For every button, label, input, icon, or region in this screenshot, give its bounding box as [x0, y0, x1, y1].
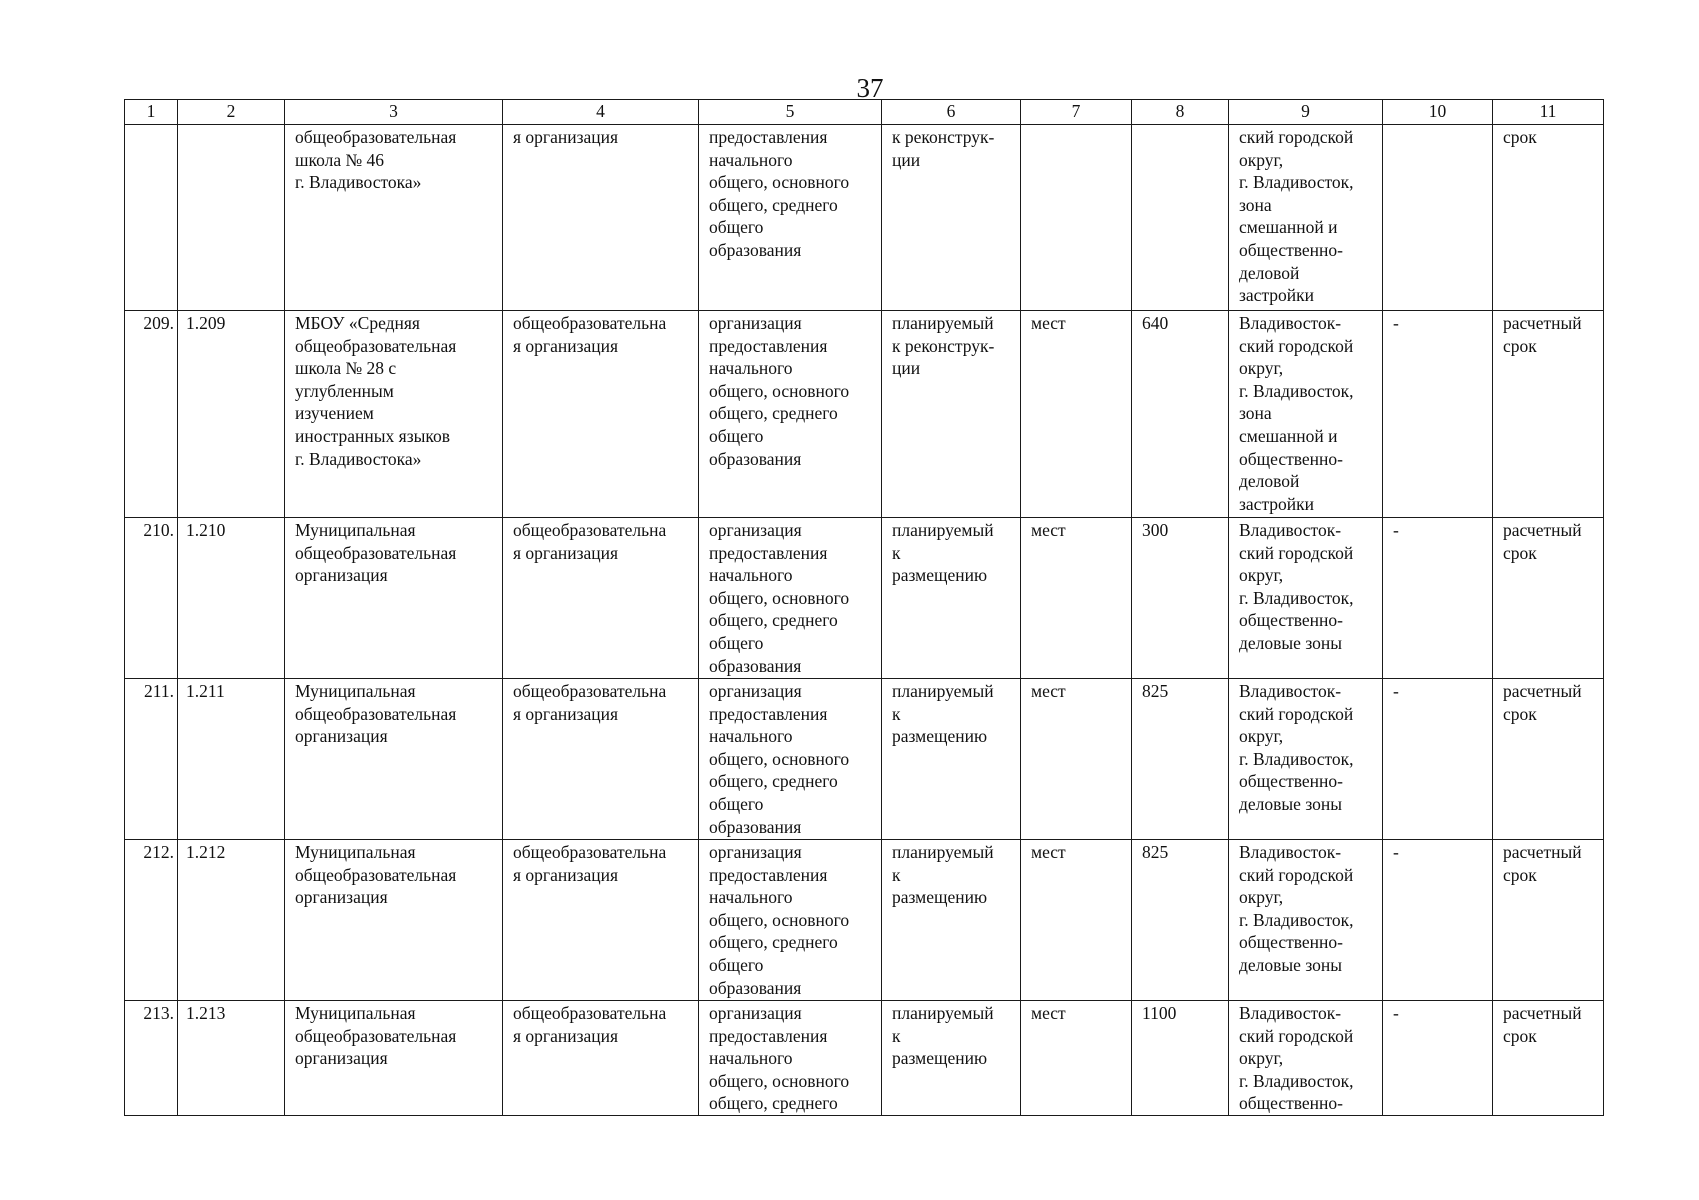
- row-number-cell: 210.: [125, 518, 178, 679]
- row-number-cell: 212.: [125, 840, 178, 1001]
- term-cell: расчетный срок: [1493, 1001, 1604, 1116]
- object-purpose-cell: организация предоставления начального общего, основного общего, среднего общего образования: [699, 679, 882, 840]
- column-header: 5: [699, 100, 882, 125]
- column-header: 11: [1493, 100, 1604, 125]
- object-status-cell: планируемый к реконструк- ции: [882, 311, 1021, 518]
- column-header: 2: [178, 100, 285, 125]
- table-row: [125, 679, 1604, 840]
- location-cell: Владивосток- ский городской округ, г. Владивосток, общественно- деловые зоны: [1229, 518, 1383, 679]
- column-10-cell: -: [1383, 311, 1493, 518]
- object-type-cell: общеобразовательна я организация: [503, 518, 699, 679]
- row-number-cell: 211.: [125, 679, 178, 840]
- object-purpose-cell: организация предоставления начального общего, основного общего, среднего общего образования: [699, 311, 882, 518]
- capacity-cell: 1100: [1132, 1001, 1229, 1116]
- table-row: [125, 518, 1604, 679]
- table-header-row: [125, 100, 1604, 125]
- column-10-cell: -: [1383, 679, 1493, 840]
- location-cell: ский городской округ, г. Владивосток, зона смешанной и общественно- деловой застройки: [1229, 125, 1383, 311]
- term-cell: расчетный срок: [1493, 840, 1604, 1001]
- column-header: 1: [125, 100, 178, 125]
- column-10-cell: -: [1383, 518, 1493, 679]
- capacity-cell: 300: [1132, 518, 1229, 679]
- column-header: 9: [1229, 100, 1383, 125]
- object-status-cell: планируемый к размещению: [882, 679, 1021, 840]
- column-header: 10: [1383, 100, 1493, 125]
- object-purpose-cell: организация предоставления начального общего, основного общего, среднего общего образования: [699, 518, 882, 679]
- unit-cell: мест: [1021, 518, 1132, 679]
- object-code-cell: 1.210: [178, 518, 285, 679]
- table-row: [125, 840, 1604, 1001]
- unit-cell: мест: [1021, 311, 1132, 518]
- location-cell: Владивосток- ский городской округ, г. Владивосток, общественно- деловые зоны: [1229, 679, 1383, 840]
- object-code-cell: 1.213: [178, 1001, 285, 1116]
- object-status-cell: планируемый к размещению: [882, 1001, 1021, 1116]
- object-name-cell: Муниципальная общеобразовательная организация: [285, 1001, 503, 1116]
- column-header: 4: [503, 100, 699, 125]
- object-name-cell: МБОУ «Средняя общеобразовательная школа № 28 с углубленным изучением иностранных языков г. Владивостока»: [285, 311, 503, 518]
- object-status-cell: к реконструк- ции: [882, 125, 1021, 311]
- table-row: [125, 311, 1604, 518]
- object-code-cell: 1.212: [178, 840, 285, 1001]
- object-purpose-cell: предоставления начального общего, основного общего, среднего общего образования: [699, 125, 882, 311]
- object-type-cell: я организация: [503, 125, 699, 311]
- object-code-cell: 1.209: [178, 311, 285, 518]
- capacity-cell: [1132, 125, 1229, 311]
- object-type-cell: общеобразовательна я организация: [503, 1001, 699, 1116]
- column-10-cell: -: [1383, 1001, 1493, 1116]
- object-type-cell: общеобразовательна я организация: [503, 840, 699, 1001]
- row-number-cell: 213.: [125, 1001, 178, 1116]
- object-name-cell: Муниципальная общеобразовательная организация: [285, 840, 503, 1001]
- column-header: 3: [285, 100, 503, 125]
- object-name-cell: Муниципальная общеобразовательная организация: [285, 518, 503, 679]
- object-status-cell: планируемый к размещению: [882, 840, 1021, 1001]
- unit-cell: мест: [1021, 679, 1132, 840]
- page-number: 37: [856, 73, 884, 103]
- term-cell: срок: [1493, 125, 1604, 311]
- object-purpose-cell: организация предоставления начального общего, основного общего, среднего общего образования: [699, 840, 882, 1001]
- table-row: [125, 125, 1604, 311]
- location-cell: Владивосток- ский городской округ, г. Владивосток, общественно- деловые зоны: [1229, 840, 1383, 1001]
- column-header: 6: [882, 100, 1021, 125]
- location-cell: Владивосток- ский городской округ, г. Владивосток, зона смешанной и общественно- деловой застройки: [1229, 311, 1383, 518]
- row-number-cell: 209.: [125, 311, 178, 518]
- capacity-cell: 825: [1132, 840, 1229, 1001]
- column-header: 8: [1132, 100, 1229, 125]
- object-purpose-cell: организация предоставления начального общего, основного общего, среднего: [699, 1001, 882, 1116]
- object-type-cell: общеобразовательна я организация: [503, 311, 699, 518]
- location-cell: Владивосток- ский городской округ, г. Владивосток, общественно-: [1229, 1001, 1383, 1116]
- object-status-cell: планируемый к размещению: [882, 518, 1021, 679]
- term-cell: расчетный срок: [1493, 311, 1604, 518]
- object-name-cell: Муниципальная общеобразовательная организация: [285, 679, 503, 840]
- column-10-cell: -: [1383, 840, 1493, 1001]
- column-10-cell: [1383, 125, 1493, 311]
- object-code-cell: [178, 125, 285, 311]
- table-row: [125, 1001, 1604, 1116]
- objects-table: [124, 99, 1604, 1116]
- term-cell: расчетный срок: [1493, 518, 1604, 679]
- unit-cell: мест: [1021, 1001, 1132, 1116]
- column-header: 7: [1021, 100, 1132, 125]
- object-type-cell: общеобразовательна я организация: [503, 679, 699, 840]
- capacity-cell: 825: [1132, 679, 1229, 840]
- object-name-cell: общеобразовательная школа № 46 г. Владивостока»: [285, 125, 503, 311]
- object-code-cell: 1.211: [178, 679, 285, 840]
- unit-cell: мест: [1021, 840, 1132, 1001]
- row-number-cell: [125, 125, 178, 311]
- capacity-cell: 640: [1132, 311, 1229, 518]
- term-cell: расчетный срок: [1493, 679, 1604, 840]
- unit-cell: [1021, 125, 1132, 311]
